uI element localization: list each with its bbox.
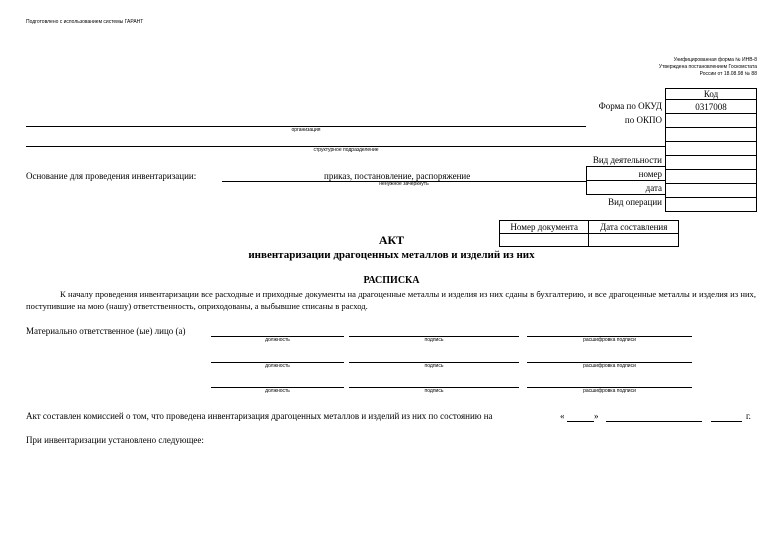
basis-value: приказ, постановление, распоряжение: [324, 171, 471, 181]
act-title: АКТ: [378, 233, 405, 247]
number-value: [666, 170, 757, 184]
month-line: [606, 421, 702, 422]
responsible-label: Материально ответственное (ые) лицо (а): [26, 326, 186, 336]
decode-caption-2: расшифровка подписи: [583, 363, 636, 369]
signature-caption-2: подпись: [424, 363, 444, 369]
number-date-divider: [586, 180, 665, 181]
position-caption-3: должность: [265, 388, 290, 394]
year-line: [711, 421, 742, 422]
decode-caption-1: расшифровка подписи: [583, 337, 636, 343]
organization-caption: организация: [291, 127, 321, 133]
year-suffix: г.: [746, 411, 751, 421]
receipt-text: К началу проведения инвентаризации все расходные и приходные документы на драгоценные металлы и изделия из них сданы в бухгалтерию, и все драгоценные металлы и изделия из них, поступившие на мою (нашу) ответственность, оприходованы, а выбывшие списаны в расход.: [26, 289, 756, 311]
code-header: Код: [666, 89, 757, 100]
blank-cell-2: [666, 142, 757, 156]
form-info-line2: Утверждена постановлением Госкомстата: [658, 64, 757, 70]
activity-label: Вид деятельности: [592, 155, 662, 165]
unit-caption: структурное подразделение: [313, 147, 379, 153]
blank-cell-1: [666, 128, 757, 142]
number-label: номер: [638, 169, 662, 179]
date-value: [666, 184, 757, 198]
okud-label: Форма по ОКУД: [598, 101, 662, 111]
date-label: дата: [645, 183, 662, 193]
form-info-line3: России от 18.08.98 № 88: [699, 71, 757, 77]
receipt-heading: РАСПИСКА: [363, 275, 420, 286]
position-caption-1: должность: [265, 337, 290, 343]
decode-caption-3: расшифровка подписи: [583, 388, 636, 394]
operation-label: Вид операции: [608, 197, 662, 207]
form-info-line1: Унифицированная форма № ИНВ-8: [673, 57, 757, 63]
basis-caption: ненужное зачеркнуть: [379, 181, 429, 187]
act-subtitle: инвентаризации драгоценных металлов и изделий из них: [248, 249, 535, 261]
quote-open: «: [560, 411, 565, 421]
signature-caption-1: подпись: [424, 337, 444, 343]
position-caption-2: должность: [265, 363, 290, 369]
okpo-label: по ОКПО: [624, 115, 662, 125]
code-table: [665, 88, 757, 212]
quote-close: »: [594, 411, 599, 421]
operation-value: [666, 198, 757, 212]
found-text: При инвентаризации установлено следующее:: [26, 435, 204, 445]
commission-text: Акт составлен комиссией о том, что проведена инвентаризация драгоценных металлов и изделий из них по состоянию на: [26, 411, 493, 421]
doc-date-header: Дата составления: [589, 221, 679, 234]
activity-value: [666, 156, 757, 170]
header-note: Подготовлено с использованием системы ГАРАНТ: [26, 19, 144, 25]
okud-value: 0317008: [666, 100, 757, 114]
basis-label: Основание для проведения инвентаризации:: [26, 171, 197, 181]
doc-number-header: Номер документа: [500, 221, 589, 234]
okpo-value: [666, 114, 757, 128]
signature-caption-3: подпись: [424, 388, 444, 394]
day-line: [567, 421, 594, 422]
